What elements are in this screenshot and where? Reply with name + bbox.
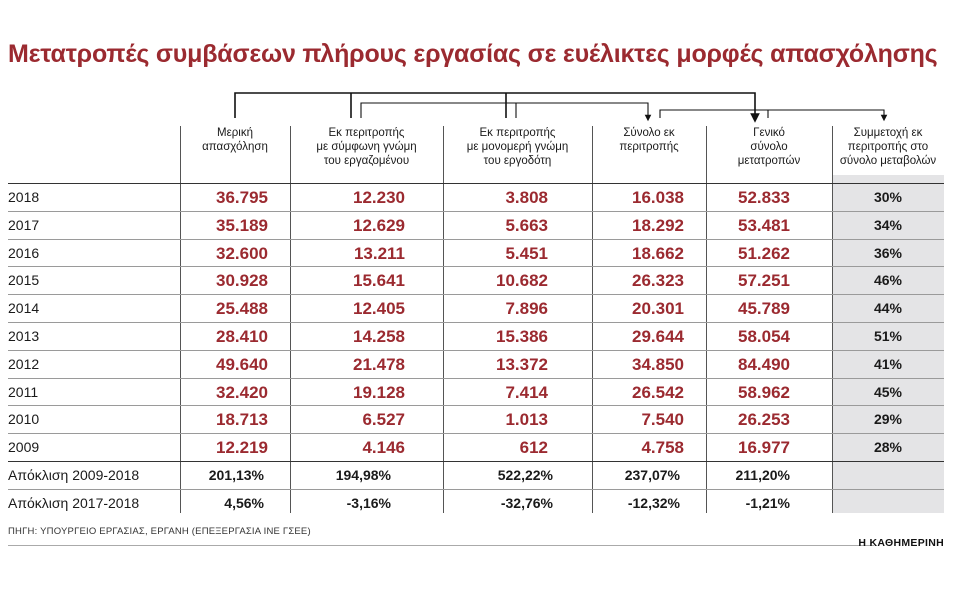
share-value: 44% xyxy=(873,300,903,317)
share-value: 51% xyxy=(873,328,903,344)
column-header-6 xyxy=(832,126,944,168)
column-header-line: Εκ περιτροπής xyxy=(328,127,405,139)
deviation-cell: -12,32% xyxy=(627,494,680,511)
table-cell: 20.301 xyxy=(632,299,684,319)
column-header-line: Σύνολο εκ xyxy=(623,127,675,139)
table-row xyxy=(8,323,944,350)
table-cell: 18.713 xyxy=(216,410,268,430)
table-cell: 12.219 xyxy=(216,438,268,458)
column-header-line: Γενικό xyxy=(753,127,785,139)
column-header-3 xyxy=(443,126,592,168)
table-row xyxy=(8,379,944,406)
table-cell: 1.013 xyxy=(505,410,548,430)
header-connector-arrows xyxy=(0,0,960,130)
table-cell: 32.600 xyxy=(216,243,268,263)
table-cell: 7.540 xyxy=(641,410,684,430)
table-row xyxy=(8,295,944,322)
row-label: 2017 xyxy=(8,216,40,233)
table-cell: 4.146 xyxy=(362,438,405,458)
table-cell: 19.128 xyxy=(353,382,405,402)
table-cell: 15.386 xyxy=(496,327,548,346)
row-label: 2013 xyxy=(8,328,40,344)
table-cell: 18.662 xyxy=(632,243,684,263)
table-cell: 58.054 xyxy=(738,327,790,346)
table-cell: 57.251 xyxy=(738,271,790,291)
table-cell: 5.451 xyxy=(505,243,548,263)
deviation-cell: 4,56% xyxy=(224,494,264,511)
table-cell: 35.189 xyxy=(216,215,268,235)
deviation-cell: -32,76% xyxy=(500,494,553,511)
column-header-line: Μερική xyxy=(217,127,253,139)
deviation-cell: 522,22% xyxy=(497,467,553,483)
table-cell: 10.682 xyxy=(496,271,548,291)
column-header-5 xyxy=(706,126,832,168)
row-label: 2018 xyxy=(8,189,40,205)
row-label: 2014 xyxy=(8,300,40,317)
table-cell: 34.850 xyxy=(632,354,684,374)
table-cell: 16.038 xyxy=(632,188,684,207)
table-row xyxy=(8,267,944,294)
column-header-1 xyxy=(180,126,290,154)
connector-share xyxy=(660,110,884,118)
table-cell: 21.478 xyxy=(353,354,405,374)
share-value: 41% xyxy=(873,355,903,372)
column-header-line: Εκ περιτροπής xyxy=(479,127,556,139)
deviation-cell: 237,07% xyxy=(624,467,680,483)
table-row xyxy=(8,351,944,378)
table-cell: 12.405 xyxy=(353,299,405,319)
share-value: 30% xyxy=(873,189,903,205)
row-label: 2011 xyxy=(8,383,39,400)
table-cell: 13.372 xyxy=(496,354,548,374)
deviation-cell: 211,20% xyxy=(735,467,790,483)
deviation-row xyxy=(8,490,944,517)
table-cell: 3.808 xyxy=(505,188,548,207)
table-cell: 26.253 xyxy=(738,410,790,430)
table-cell: 612 xyxy=(519,438,548,458)
column-header-line: με σύμφωνη γνώμη xyxy=(316,141,417,153)
table-row xyxy=(8,212,944,239)
column-header-line: απασχόληση xyxy=(202,141,268,153)
source-note: ΠΗΓΗ: ΥΠΟΥΡΓΕΙΟ ΕΡΓΑΣΙΑΣ, ΕΡΓΑΝΗ (ΕΠΕΞΕΡΓΑΣΙΑ ΙΝΕ ΓΣΕΕ) xyxy=(8,526,311,537)
column-header-line: με μονομερή γνώμη xyxy=(466,141,569,153)
table-cell: 84.490 xyxy=(738,354,790,374)
column-header-line: μετατροπών xyxy=(737,155,801,167)
table-cell: 58.962 xyxy=(738,382,790,402)
share-value: 34% xyxy=(873,216,903,233)
share-value: 45% xyxy=(873,383,903,400)
chart-title: Μετατροπές συμβάσεων πλήρους εργασίας σε ευέλικτες μορφές απασχόλησης xyxy=(8,40,938,68)
deviation-cell: 201,13% xyxy=(208,467,264,483)
table-cell: 28.410 xyxy=(216,327,268,346)
column-header-line: περιτροπής xyxy=(619,141,679,153)
row-label: 2012 xyxy=(8,355,40,372)
table-row xyxy=(8,406,944,433)
connector-rotation-total xyxy=(361,103,648,118)
share-value: 46% xyxy=(873,272,903,289)
table-cell: 52.833 xyxy=(738,188,790,207)
row-label: Απόκλιση 2017-2018 xyxy=(8,494,140,511)
table-cell: 7.414 xyxy=(505,382,548,402)
footer-divider xyxy=(8,545,874,546)
row-label: 2015 xyxy=(8,272,40,289)
table-cell: 25.488 xyxy=(216,299,268,319)
table-row xyxy=(8,240,944,267)
row-label: 2009 xyxy=(8,439,40,456)
column-header-4 xyxy=(592,126,706,154)
table-cell: 4.758 xyxy=(641,438,684,458)
table-cell: 26.542 xyxy=(632,382,684,402)
table-cell: 29.644 xyxy=(632,327,684,346)
table-cell: 30.928 xyxy=(216,271,268,291)
table-cell: 32.420 xyxy=(216,382,268,402)
table-cell: 12.629 xyxy=(353,215,405,235)
table-cell: 53.481 xyxy=(738,215,790,235)
row-label: 2016 xyxy=(8,244,40,261)
share-value: 29% xyxy=(873,411,903,428)
table-cell: 49.640 xyxy=(216,354,268,374)
table-row xyxy=(8,434,944,461)
row-label: Απόκλιση 2009-2018 xyxy=(8,467,140,483)
deviation-row xyxy=(8,462,944,489)
share-value: 28% xyxy=(873,439,903,456)
table-cell: 45.789 xyxy=(738,299,790,319)
table-row xyxy=(8,184,944,211)
table-cell: 18.292 xyxy=(632,215,684,235)
table-cell: 15.641 xyxy=(353,271,405,291)
table-cell: 13.211 xyxy=(353,243,405,263)
table-cell: 6.527 xyxy=(362,410,405,430)
row-label: 2010 xyxy=(8,411,40,428)
deviation-cell: -1,21% xyxy=(745,494,790,511)
table-cell: 7.896 xyxy=(505,299,548,319)
column-header-2 xyxy=(290,126,443,168)
table-cell: 16.977 xyxy=(738,438,790,458)
share-value: 36% xyxy=(873,244,903,261)
connector-general-total xyxy=(235,93,755,118)
table-cell: 36.795 xyxy=(216,188,268,207)
column-header-line: Συμμετοχή εκ xyxy=(853,127,923,139)
column-header-line: σύνολο μεταβολών xyxy=(839,155,937,167)
table-cell: 14.258 xyxy=(353,327,405,346)
table-cell: 5.663 xyxy=(505,215,548,235)
column-header-line: του εργαζομένου xyxy=(323,155,410,167)
column-header-line: του εργοδότη xyxy=(483,155,552,167)
column-header-line: περιτροπής στο xyxy=(847,141,929,153)
publisher-logo: Η ΚΑΘΗΜΕΡΙΝΗ xyxy=(858,537,944,549)
deviation-cell: 194,98% xyxy=(335,467,391,483)
table-cell: 26.323 xyxy=(632,271,684,291)
column-header-line: σύνολο xyxy=(750,141,788,153)
deviation-cell: -3,16% xyxy=(346,494,391,511)
table-cell: 51.262 xyxy=(738,243,790,263)
table-cell: 12.230 xyxy=(353,188,405,207)
